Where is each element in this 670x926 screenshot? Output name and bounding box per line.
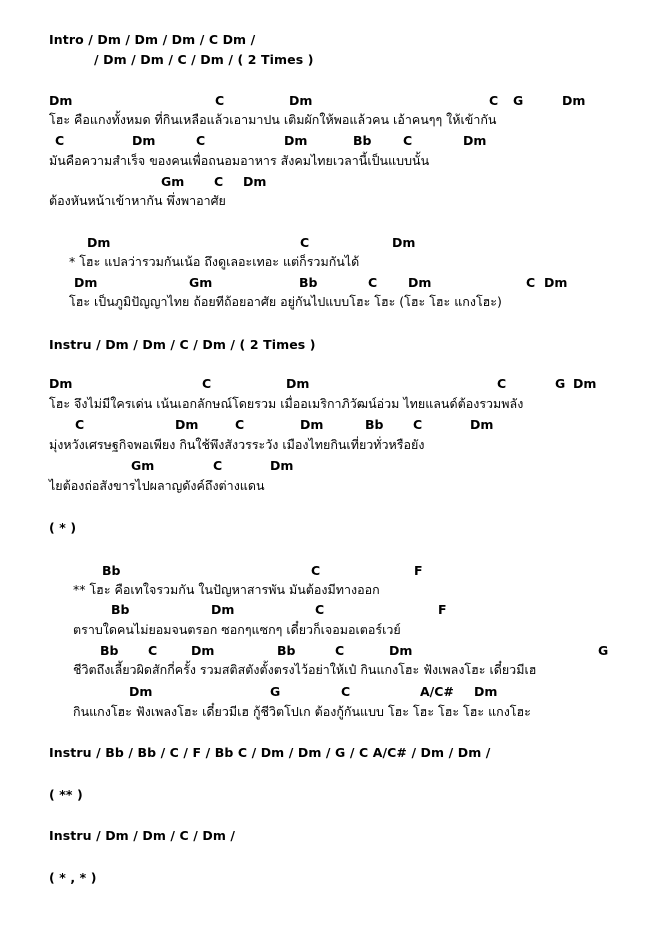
chord: Bb xyxy=(353,133,372,148)
chord: Bb xyxy=(111,602,130,617)
chord: Dm xyxy=(389,643,413,658)
lyric-line: มันคือความสำเร็จ ของคนเพื่อถนอมอาหาร สังคมไทยเวลานี้เป็นแบบนั้น xyxy=(49,153,430,168)
lyric-line: * โฮะ แปลว่ารวมกันเน้อ ถึงดูเลอะเทอะ แต่ก็รวมกันได้ xyxy=(69,254,360,269)
chord: Dm xyxy=(289,93,313,108)
lyric-line: ไยต้องถ่อสังขารไปผลาญดังค์ถึงต่างแดน xyxy=(49,478,265,493)
chord: G xyxy=(513,93,524,108)
chord: Dm xyxy=(408,275,432,290)
chord: Gm xyxy=(131,458,155,473)
chord: A/C# xyxy=(420,684,454,699)
chord: Bb xyxy=(277,643,296,658)
chord: Dm xyxy=(392,235,416,250)
lyric-line: ต้องหันหน้าเข้าหากัน พึ่งพาอาศัย xyxy=(49,193,226,208)
instru-line: Instru / Dm / Dm / C / Dm / xyxy=(49,828,236,843)
instru-line: Instru / Bb / Bb / C / F / Bb C / Dm / Dm / G / C A/C# / Dm / Dm / xyxy=(49,745,491,760)
chord: Dm xyxy=(562,93,586,108)
chord: C xyxy=(213,458,223,473)
repeat-chorus-marker: ( * ) xyxy=(49,520,77,535)
chord: G xyxy=(270,684,281,699)
lyric-line: ชีวิตถึงเลี้ยวผิดสักกี่ครั้ง รวมสติสตังตั้งตรงไว้อย่าให้เป๋ กินแกงโฮะ ฟังเพลงโฮะ เดี๋ยวมีเฮ xyxy=(73,662,537,677)
chord: C xyxy=(315,602,325,617)
chord: C xyxy=(75,417,85,432)
lyric-line: กินแกงโฮะ ฟังเพลงโฮะ เดี๋ยวมีเฮ กู้ชีวิตโปเก ต้องกู้กันแบบ โฮะ โฮะ โฮะ โฮะ แกงโฮะ xyxy=(73,704,531,719)
lyric-line: โฮะ เป็นภูมิปัญญาไทย ถ้อยทีถ้อยอาศัย อยู่กันไปแบบโฮะ โฮะ (โฮะ โฮะ แกงโฮะ) xyxy=(69,294,502,309)
chord: Dm xyxy=(175,417,199,432)
chord: C xyxy=(368,275,378,290)
chord: Bb xyxy=(102,563,121,578)
chord: F xyxy=(414,563,423,578)
chord: C xyxy=(202,376,212,391)
chord: C xyxy=(215,93,225,108)
intro-line-1: Intro / Dm / Dm / Dm / C Dm / xyxy=(49,32,256,47)
chord: Dm xyxy=(191,643,215,658)
chord: Dm xyxy=(474,684,498,699)
chord: C xyxy=(403,133,413,148)
chord: Dm xyxy=(544,275,568,290)
chord: Dm xyxy=(463,133,487,148)
chord: Bb xyxy=(299,275,318,290)
chord: Dm xyxy=(49,376,73,391)
chord: C xyxy=(55,133,65,148)
lyric-line: ** โฮะ คือเทใจรวมกัน ในปัญหาสารพัน มันต้องมีทางออก xyxy=(73,582,380,597)
chord: Dm xyxy=(49,93,73,108)
repeat-end-marker: ( * , * ) xyxy=(49,870,97,885)
chord: Dm xyxy=(211,602,235,617)
repeat-bridge-marker: ( ** ) xyxy=(49,787,83,802)
intro-line-2: / Dm / Dm / C / Dm / ( 2 Times ) xyxy=(94,52,314,67)
chord: C xyxy=(300,235,310,250)
chord: F xyxy=(438,602,447,617)
lyric-line: ตราบใดคนไม่ยอมจนตรอก ซอกๆแซกๆ เดี๋ยวก็เจอมอเตอร์เวย์ xyxy=(73,622,401,637)
chord: Gm xyxy=(189,275,213,290)
chord: C xyxy=(489,93,499,108)
chord: Dm xyxy=(286,376,310,391)
chord: Dm xyxy=(129,684,153,699)
chord: Dm xyxy=(243,174,267,189)
chord: C xyxy=(196,133,206,148)
chord: C xyxy=(335,643,345,658)
chord: Dm xyxy=(132,133,156,148)
chord: C xyxy=(235,417,245,432)
chord: C xyxy=(341,684,351,699)
chord: Bb xyxy=(100,643,119,658)
chord: C xyxy=(413,417,423,432)
lyric-line: มุ่งหวังเศรษฐกิจพอเพียง กินใช้พึงสังวรระวัง เมืองไทยกินเที่ยวทั่วหรือยัง xyxy=(49,437,425,452)
chord: G xyxy=(555,376,566,391)
lyric-line: โฮะ คือแกงทั้งหมด ที่กินเหลือแล้วเอามาปน เติมผักให้พอแล้วคน เอ้าคนๆๆ ให้เข้ากัน xyxy=(49,112,497,127)
chord: Dm xyxy=(470,417,494,432)
lyric-line: โฮะ จึงไม่มีใครเด่น เน้นเอกลักษณ์โดยรวม เมื่ออเมริกาภิวัฒน์อ่วม ไทยแลนด์ต้องรวมพลัง xyxy=(49,396,524,411)
chord: Dm xyxy=(87,235,111,250)
chord: Gm xyxy=(161,174,185,189)
chord: Dm xyxy=(270,458,294,473)
chord: Bb xyxy=(365,417,384,432)
instru-line: Instru / Dm / Dm / C / Dm / ( 2 Times ) xyxy=(49,337,316,352)
chord: C xyxy=(214,174,224,189)
chord: C xyxy=(148,643,158,658)
chord: Dm xyxy=(284,133,308,148)
chord: C xyxy=(497,376,507,391)
chord: Dm xyxy=(74,275,98,290)
chord: C xyxy=(526,275,536,290)
chord: Dm xyxy=(300,417,324,432)
chord: Dm xyxy=(573,376,597,391)
chord: G xyxy=(598,643,609,658)
chord: C xyxy=(311,563,321,578)
